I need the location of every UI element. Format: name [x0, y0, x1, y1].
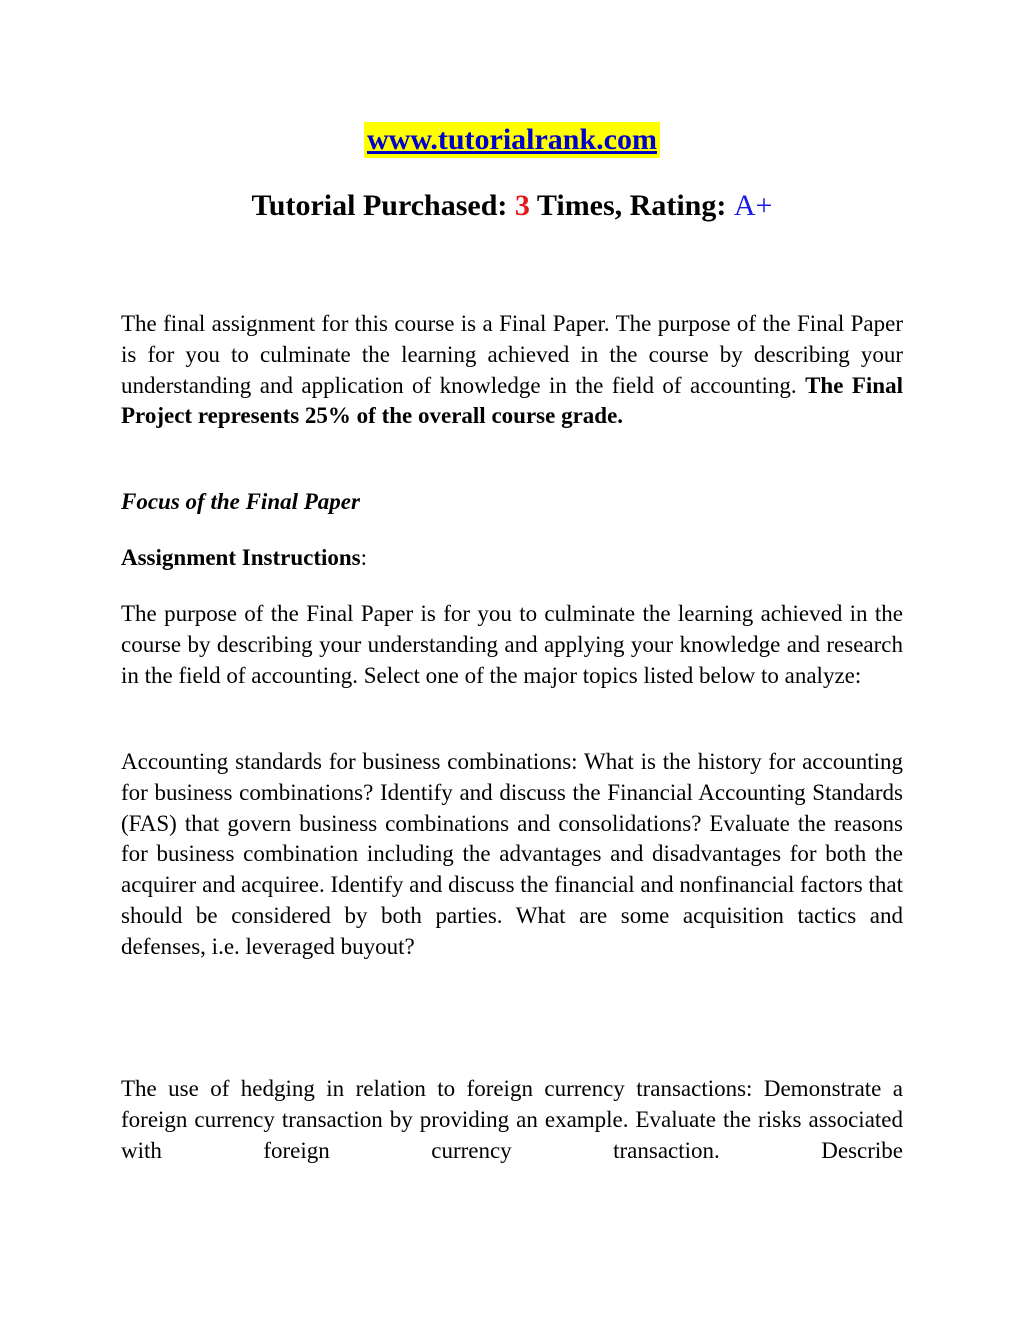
purpose-paragraph: The purpose of the Final Paper is for you to culminate the learning achieved in the course by describing your understanding and applying your knowledge and research in the field of accounting. Select one of the major topics listed below to analyze:	[121, 601, 903, 688]
rating-grade: A+	[733, 189, 773, 222]
instructions-block	[121, 543, 903, 574]
instructions-heading-text: Assignment Instructions	[121, 545, 361, 570]
focus-heading: Focus of the Final Paper	[121, 489, 360, 514]
site-link[interactable]: www.tutorialrank.com	[364, 122, 660, 158]
times-rating-label: Times, Rating:	[536, 189, 727, 222]
intro-block	[121, 309, 903, 432]
site-link-container	[0, 122, 1024, 158]
topic-hedging-block	[121, 1074, 903, 1166]
topic-business-combinations: Accounting standards for business combinations: What is the history for accounting for business combinations? Identify and discuss the Financial Accounting Standards (FAS) that govern business combinations and consolidations? Evaluate the reasons for business combination including the advantages and disadvantages for both the acquirer and acquiree. Identify and discuss the financial and nonfinancial factors that should be considered by both parties. What are some acquisition tactics and defenses, i.e. leveraged buyout?	[121, 749, 903, 959]
topic-hedging: The use of hedging in relation to foreign currency transactions: Demonstrate a foreign currency transaction by providing an example. Evaluate the risks associated with foreign currency transaction. Describe	[121, 1076, 903, 1163]
purchased-count: 3	[514, 189, 530, 222]
intro-text: The final assignment for this course is a Final Paper. The purpose of the Final Paper is for you to culminate the learning achieved in the course by describing your understanding and application of knowledge in the field of accounting.	[121, 311, 903, 398]
intro-bold-text: The Final Project represents 25% of the overall course grade.	[121, 372, 903, 429]
topic-business-combinations-block	[121, 747, 903, 963]
instructions-heading: Assignment Instructions:	[121, 545, 368, 570]
purchase-info-line	[0, 186, 1024, 226]
purpose-block	[121, 599, 903, 691]
purchased-label: Tutorial Purchased:	[251, 189, 508, 222]
focus-block	[121, 487, 903, 518]
intro-paragraph	[121, 309, 903, 432]
